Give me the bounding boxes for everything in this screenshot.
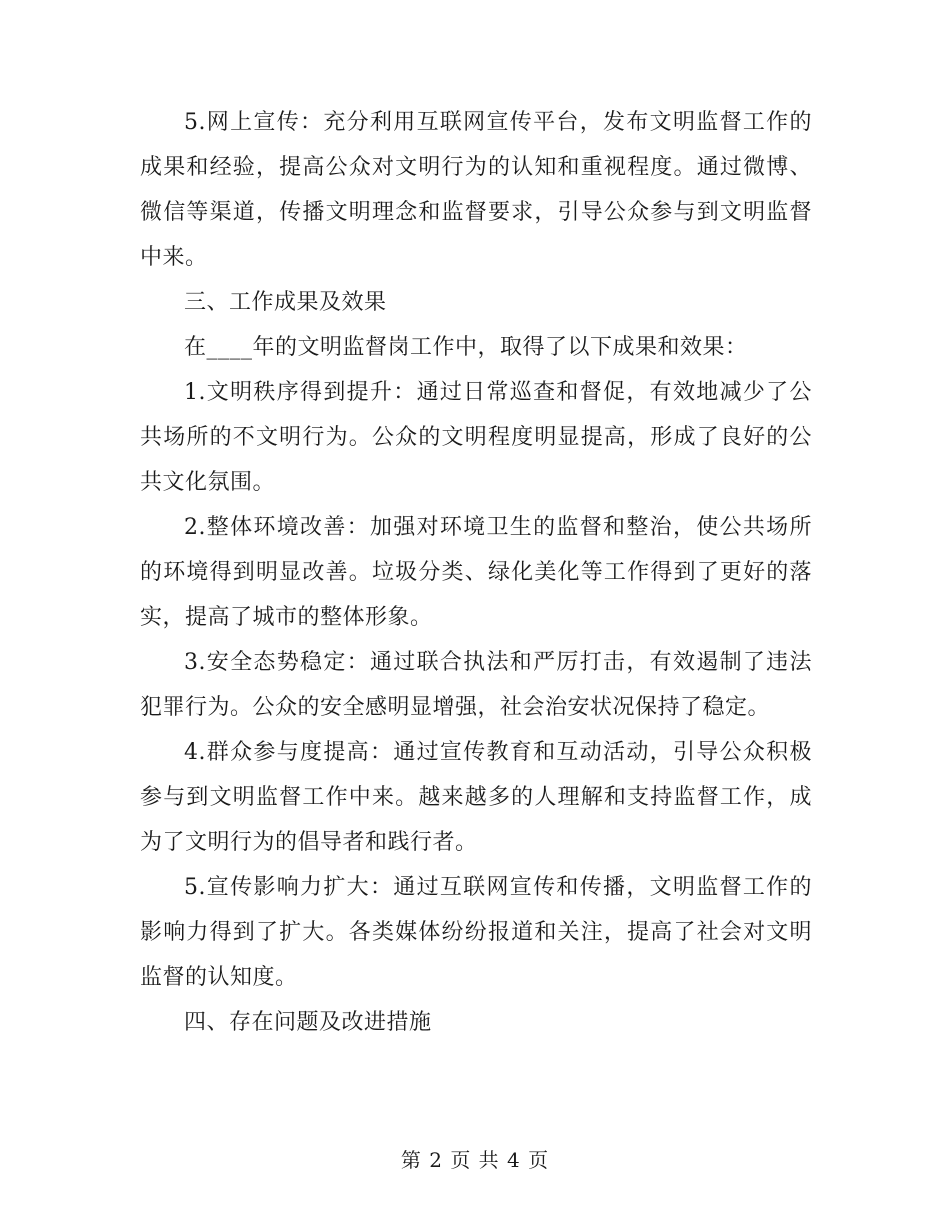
paragraph-result-participation: 4.群众参与度提高：通过宣传教育和互动活动，引导公众积极参与到文明监督工作中来。越来越多的人理解和支持监督工作，成为了文明行为的倡导者和践行者。	[140, 740, 812, 855]
paragraph-result-safety: 3.安全态势稳定：通过联合执法和严厉打击，有效遏制了违法犯罪行为。公众的安全感明显增强，社会治安状况保持了稳定。	[140, 650, 812, 720]
paragraph-result-influence: 5.宣传影响力扩大：通过互联网宣传和传播，文明监督工作的影响力得到了扩大。各类媒体纷纷报道和关注，提高了社会对文明监督的认知度。	[140, 875, 812, 990]
section-heading-problems: 四、存在问题及改进措施	[184, 1010, 432, 1035]
paragraph-result-order: 1.文明秩序得到提升：通过日常巡查和督促，有效地减少了公共场所的不文明行为。公众的文明程度明显提高，形成了良好的公共文化氛围。	[140, 380, 812, 495]
section-heading-results: 三、工作成果及效果	[184, 290, 387, 315]
paragraph-online-publicity: 5.网上宣传：充分利用互联网宣传平台，发布文明监督工作的成果和经验，提高公众对文明行为的认知和重视程度。通过微博、微信等渠道，传播文明理念和监督要求，引导公众参与到文明监督中来。	[140, 110, 812, 270]
paragraph-results-intro: 在____年的文明监督岗工作中，取得了以下成果和效果：	[184, 335, 748, 360]
document-body	[140, 100, 812, 1045]
paragraph-result-environment: 2.整体环境改善：加强对环境卫生的监督和整治，使公共场所的环境得到明显改善。垃圾分类、绿化美化等工作得到了更好的落实，提高了城市的整体形象。	[140, 515, 812, 630]
page-number-footer: 第 2 页 共 4 页	[400, 1148, 550, 1172]
